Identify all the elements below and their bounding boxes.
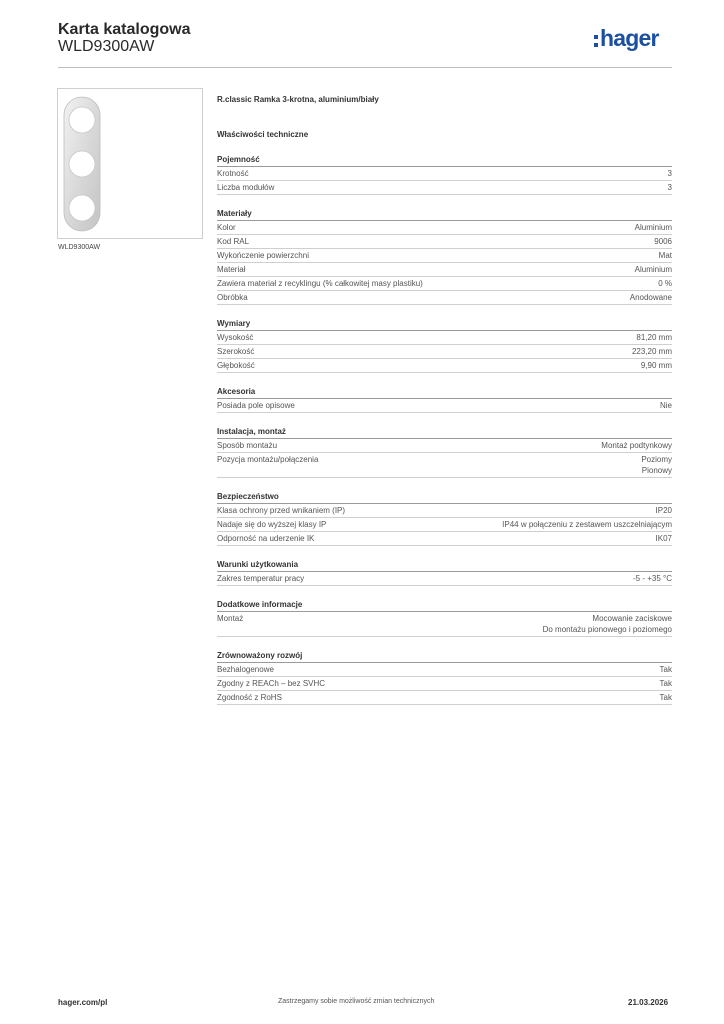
spec-value-line: Tak — [659, 665, 672, 674]
spec-section — [217, 318, 672, 373]
spec-row — [217, 439, 672, 453]
spec-row — [217, 504, 672, 518]
spec-row — [217, 263, 672, 277]
header-divider — [58, 67, 672, 68]
spec-row — [217, 453, 672, 478]
spec-value — [635, 264, 672, 275]
spec-value — [668, 168, 672, 179]
spec-row — [217, 359, 672, 373]
spec-value-line: Poziomy — [641, 455, 672, 464]
spec-row — [217, 235, 672, 249]
spec-row — [217, 691, 672, 705]
spec-label: Materiał — [217, 265, 246, 274]
spec-label: Kod RAL — [217, 237, 250, 246]
spec-value — [543, 613, 672, 635]
spec-label: Zawiera materiał z recyklingu (% całkowitej masy plastiku) — [217, 279, 423, 288]
spec-label: Posiada pole opisowe — [217, 401, 295, 410]
section-title: Akcesoria — [217, 386, 672, 399]
spec-value — [601, 440, 672, 451]
spec-value — [656, 505, 672, 516]
spec-label: Odporność na uderzenie IK — [217, 534, 315, 543]
spec-row — [217, 399, 672, 413]
logo-dots-icon — [594, 35, 598, 51]
spec-sections — [217, 154, 672, 705]
spec-value-line: IP20 — [655, 506, 672, 515]
spec-label: Głębokość — [217, 361, 255, 370]
spec-value-line: 3 — [667, 183, 672, 192]
spec-value — [659, 250, 672, 261]
spec-value-line: 9006 — [654, 237, 672, 246]
spec-section — [217, 650, 672, 705]
spec-section — [217, 208, 672, 305]
spec-value-line: Pionowy — [641, 466, 672, 475]
footer-date: 21.03.2026 — [628, 998, 669, 1007]
spec-row — [217, 572, 672, 586]
spec-value — [630, 292, 672, 303]
spec-value-line: 0 % — [658, 279, 672, 288]
spec-value-line: Do montażu pionowego i poziomego — [542, 625, 672, 634]
spec-row — [217, 345, 672, 359]
spec-row — [217, 331, 672, 345]
section-title: Zrównoważony rozwój — [217, 650, 672, 663]
spec-section — [217, 599, 672, 637]
spec-value-line: IK07 — [655, 534, 672, 543]
spec-label: Wysokość — [217, 333, 254, 342]
spec-label: Pozycja montażu/połączenia — [217, 455, 319, 464]
spec-value — [660, 664, 672, 675]
spec-row — [217, 181, 672, 195]
section-title: Bezpieczeństwo — [217, 491, 672, 504]
section-title: Materiały — [217, 208, 672, 221]
spec-label: Krotność — [217, 169, 249, 178]
spec-value-line: Mocowanie zaciskowe — [592, 614, 672, 623]
section-title: Pojemność — [217, 154, 672, 167]
section-title: Dodatkowe informacje — [217, 599, 672, 612]
spec-value — [633, 573, 672, 584]
spec-section — [217, 491, 672, 546]
page-title: Karta katalogowa — [58, 21, 191, 38]
spec-section — [217, 426, 672, 478]
spec-value — [660, 692, 672, 703]
spec-value-line: Aluminium — [634, 265, 672, 274]
spec-section — [217, 154, 672, 195]
spec-value — [632, 346, 672, 357]
spec-section — [217, 386, 672, 413]
spec-row — [217, 291, 672, 305]
spec-value-line: IP44 w połączeniu z zestawem uszczelniającym — [502, 520, 672, 529]
product-image — [57, 88, 203, 239]
spec-value — [502, 519, 672, 530]
spec-value-line: -5 - +35 °C — [633, 574, 672, 583]
spec-label: Liczba modułów — [217, 183, 275, 192]
section-title: Warunki użytkowania — [217, 559, 672, 572]
footer-website: hager.com/pl — [58, 998, 108, 1007]
spec-label: Montaż — [217, 614, 244, 623]
spec-value-line: Aluminium — [634, 223, 672, 232]
spec-value — [660, 400, 672, 411]
spec-label: Klasa ochrony przed wnikaniem (IP) — [217, 506, 346, 515]
spec-label: Bezhalogenowe — [217, 665, 274, 674]
frame-illustration — [58, 89, 202, 238]
spec-value — [641, 454, 672, 476]
spec-label: Zgodność z RoHS — [217, 693, 282, 702]
spec-value — [641, 360, 672, 371]
spec-row — [217, 221, 672, 235]
spec-value — [656, 533, 672, 544]
section-title: Instalacja, montaż — [217, 426, 672, 439]
spec-label: Zgodny z REACh – bez SVHC — [217, 679, 326, 688]
spec-value-line: Anodowane — [629, 293, 672, 302]
spec-value-line: Mat — [658, 251, 672, 260]
spec-value — [635, 222, 672, 233]
section-title: Wymiary — [217, 318, 672, 331]
spec-content — [217, 94, 672, 705]
spec-label: Zakres temperatur pracy — [217, 574, 305, 583]
spec-value-line: Tak — [659, 693, 672, 702]
footer-disclaimer: Zastrzegamy sobie możliwość zmian technicznych — [278, 998, 435, 1005]
spec-label: Kolor — [217, 223, 236, 232]
spec-value-line: 9,90 mm — [640, 361, 672, 370]
spec-value-line: 3 — [667, 169, 672, 178]
spec-label: Obróbka — [217, 293, 248, 302]
product-name: R.classic Ramka 3-krotna, aluminium/biały — [217, 95, 379, 104]
product-code: WLD9300AW — [58, 38, 155, 55]
spec-label: Sposób montażu — [217, 441, 278, 450]
spec-row — [217, 277, 672, 291]
spec-heading: Właściwości techniczne — [217, 130, 309, 139]
spec-row — [217, 663, 672, 677]
spec-label: Szerokość — [217, 347, 255, 356]
spec-row — [217, 612, 672, 637]
spec-value-line: Montaż podtynkowy — [601, 441, 672, 450]
spec-value — [660, 678, 672, 689]
spec-value — [654, 236, 672, 247]
spec-value-line: 223,20 mm — [631, 347, 672, 356]
image-caption: WLD9300AW — [58, 244, 101, 251]
spec-section — [217, 559, 672, 586]
logo-text: hager — [600, 25, 659, 51]
spec-value — [658, 278, 672, 289]
spec-row — [217, 677, 672, 691]
spec-row — [217, 167, 672, 181]
spec-value — [668, 182, 672, 193]
spec-row — [217, 518, 672, 532]
spec-value-line: Tak — [659, 679, 672, 688]
spec-row — [217, 532, 672, 546]
spec-label: Wykończenie powierzchni — [217, 251, 309, 260]
spec-row — [217, 249, 672, 263]
spec-label: Nadaje się do wyższej klasy IP — [217, 520, 327, 529]
spec-value-line: Nie — [659, 401, 672, 410]
spec-value — [636, 332, 672, 343]
spec-value-line: 81,20 mm — [636, 333, 672, 342]
